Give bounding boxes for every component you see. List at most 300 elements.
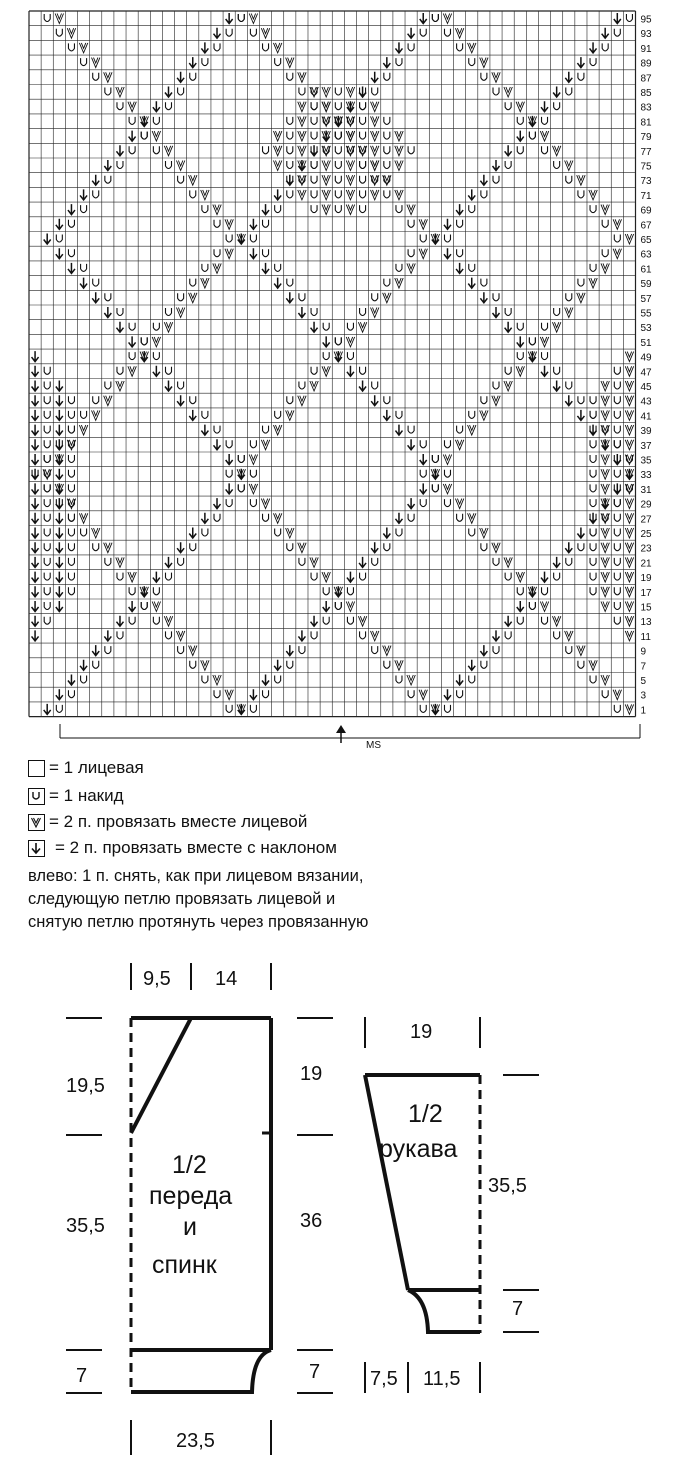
ssk-stitch — [456, 204, 463, 215]
yarn-over-stitch — [81, 205, 87, 213]
yarn-over-stitch — [129, 323, 135, 331]
row-number: 31 — [640, 484, 652, 496]
k2tog-stitch — [371, 308, 379, 318]
ssk-stitch — [177, 542, 184, 553]
k2tog-stitch — [358, 616, 366, 626]
ssk-stitch — [274, 189, 281, 200]
yarn-over-stitch — [335, 161, 341, 169]
yarn-over-stitch — [68, 249, 74, 257]
yarn-over-stitch — [590, 58, 596, 66]
k2tog-stitch — [613, 690, 621, 700]
ssk-stitch — [32, 630, 39, 641]
k2tog-stitch — [249, 14, 257, 24]
ssk-stitch — [444, 248, 451, 259]
yarn-over-stitch — [505, 161, 511, 169]
yarn-over-stitch — [408, 220, 414, 228]
row-number: 51 — [640, 337, 652, 349]
k2tog-stitch — [625, 499, 633, 509]
k2tog-stitch — [322, 175, 330, 185]
row-number: 15 — [640, 602, 652, 614]
yarn-over-stitch — [614, 499, 620, 507]
row-number: 7 — [640, 661, 647, 673]
yarn-over-stitch — [493, 646, 499, 654]
yarn-over-stitch — [190, 73, 196, 81]
yarn-over-stitch — [396, 264, 402, 272]
yarn-over-stitch — [165, 367, 171, 375]
yarn-over-stitch — [81, 529, 87, 537]
yarn-over-stitch — [93, 73, 99, 81]
yarn-over-symbol-icon — [28, 788, 45, 805]
ssk-stitch — [395, 425, 402, 436]
yarn-over-stitch — [347, 323, 353, 331]
k2tog-stitch — [92, 58, 100, 68]
yarn-over-stitch — [554, 102, 560, 110]
legend-knit — [28, 757, 144, 779]
yarn-over-stitch — [360, 631, 366, 639]
ssk-stitch — [553, 381, 560, 392]
ssk-stitch — [165, 381, 172, 392]
yarn-over-stitch — [602, 690, 608, 698]
yarn-over-stitch — [129, 146, 135, 154]
yarn-over-stitch — [590, 529, 596, 537]
row-number: 45 — [640, 381, 652, 393]
k2tog-stitch — [322, 366, 330, 376]
yarn-over-stitch — [44, 411, 50, 419]
ssk-stitch — [226, 454, 233, 465]
ssk-stitch — [371, 542, 378, 553]
yarn-over-stitch — [517, 323, 523, 331]
row-number: 17 — [640, 587, 652, 599]
yarn-over-stitch — [505, 367, 511, 375]
k2tog-stitch — [601, 675, 609, 685]
yarn-over-stitch — [178, 646, 184, 654]
ssk-stitch — [177, 72, 184, 83]
k2tog-stitch — [540, 337, 548, 347]
yarn-over-stitch — [287, 190, 293, 198]
yarn-over-stitch — [614, 396, 620, 404]
yarn-over-stitch — [105, 382, 111, 390]
ssk-stitch — [56, 395, 63, 406]
yarn-over-stitch — [226, 29, 232, 37]
body-piece — [66, 963, 333, 1455]
k2tog-stitch — [601, 263, 609, 273]
k2tog-stitch — [625, 513, 633, 523]
yarn-over-stitch — [396, 58, 402, 66]
ssk-stitch — [298, 630, 305, 641]
yarn-over-stitch — [287, 73, 293, 81]
k2tog-stitch — [371, 131, 379, 141]
yarn-over-stitch — [299, 382, 305, 390]
k2tog-stitch — [322, 87, 330, 97]
yarn-over-stitch — [81, 411, 87, 419]
k2tog-stitch — [67, 28, 75, 38]
ssk-stitch — [189, 57, 196, 68]
yarn-over-stitch — [275, 264, 281, 272]
row-number: 1 — [640, 705, 647, 717]
k2tog-stitch — [322, 102, 330, 112]
k2tog-stitch — [261, 499, 269, 509]
ssk-stitch — [311, 322, 318, 333]
yarn-over-stitch — [420, 235, 426, 243]
k2tog-stitch — [625, 440, 633, 450]
row-number: 79 — [640, 132, 652, 144]
yarn-over-stitch — [323, 617, 329, 625]
body-title-3: и — [183, 1213, 197, 1241]
yarn-over-stitch — [408, 426, 414, 434]
k2tog-stitch — [273, 161, 281, 171]
yarn-over-stitch — [384, 132, 390, 140]
ssk-symbol-icon — [28, 840, 45, 857]
row-number: 75 — [640, 161, 652, 173]
yarn-over-stitch — [263, 249, 269, 257]
yarn-over-stitch — [554, 308, 560, 316]
yarn-over-stitch — [469, 58, 475, 66]
k2tog-stitch — [443, 484, 451, 494]
k2tog-stitch — [383, 293, 391, 303]
k2tog-stitch — [492, 72, 500, 82]
yarn-over-stitch — [178, 558, 184, 566]
k2tog-stitch — [358, 322, 366, 332]
yarn-over-stitch — [408, 249, 414, 257]
yarn-over-stitch — [153, 146, 159, 154]
k2tog-stitch — [625, 631, 633, 641]
yarn-over-stitch — [141, 337, 147, 345]
yarn-over-stitch — [481, 543, 487, 551]
row-number: 41 — [640, 411, 652, 423]
k2tog-stitch — [468, 513, 476, 523]
ssk-stitch — [92, 175, 99, 186]
yarn-over-stitch — [105, 646, 111, 654]
yarn-over-stitch — [68, 43, 74, 51]
ssk-stitch — [311, 616, 318, 627]
yarn-over-stitch — [566, 382, 572, 390]
yarn-over-stitch — [614, 543, 620, 551]
ssk-stitch — [553, 557, 560, 568]
k2tog-stitch — [322, 190, 330, 200]
yarn-over-stitch — [420, 29, 426, 37]
k2tog-stitch — [176, 631, 184, 641]
yarn-over-stitch — [457, 514, 463, 522]
yarn-over-stitch — [444, 235, 450, 243]
k2tog-stitch — [104, 396, 112, 406]
row-number: 3 — [640, 690, 647, 702]
k2tog-stitch — [601, 455, 609, 465]
sleeve-bottom-right-dim: 11,5 — [423, 1368, 461, 1390]
yarn-over-stitch — [360, 132, 366, 140]
yarn-over-stitch — [178, 176, 184, 184]
ssk-stitch — [468, 189, 475, 200]
k2tog-stitch — [601, 602, 609, 612]
yarn-over-stitch — [590, 264, 596, 272]
ssk-stitch — [129, 131, 136, 142]
ssk-stitch — [153, 572, 160, 583]
yarn-over-stitch — [311, 176, 317, 184]
k2tog-stitch — [613, 249, 621, 259]
yarn-over-stitch — [384, 396, 390, 404]
ssk-stitch — [32, 351, 39, 362]
yarn-over-stitch — [457, 220, 463, 228]
yarn-over-stitch — [323, 323, 329, 331]
yarn-over-stitch — [165, 308, 171, 316]
ssk-stitch — [517, 336, 524, 347]
row-number: 65 — [640, 234, 652, 246]
k2tog-stitch — [189, 646, 197, 656]
k2tog-stitch — [577, 293, 585, 303]
yarn-over-stitch — [590, 543, 596, 551]
yarn-over-stitch — [44, 14, 50, 22]
yarn-over-stitch — [93, 543, 99, 551]
yarn-over-stitch — [396, 676, 402, 684]
yarn-over-stitch — [420, 705, 426, 713]
yarn-over-stitch — [153, 587, 159, 595]
yarn-over-stitch — [335, 146, 341, 154]
yarn-over-stitch — [469, 205, 475, 213]
yarn-over-stitch — [238, 455, 244, 463]
sleeve-right-middle-dim: 35,5 — [488, 1175, 527, 1197]
k2tog-stitch — [395, 660, 403, 670]
yarn-over-stitch — [44, 396, 50, 404]
yarn-over-stitch — [287, 146, 293, 154]
legend-ssk-line2: влево: 1 п. снять, как при лицевом вязании, — [28, 867, 364, 885]
k2tog-stitch — [298, 72, 306, 82]
yarn-over-stitch — [420, 470, 426, 478]
yarn-over-stitch — [287, 396, 293, 404]
ssk-stitch — [541, 101, 548, 112]
k2tog-stitch — [625, 396, 633, 406]
yarn-over-stitch — [68, 484, 74, 492]
k2tog-stitch — [407, 205, 415, 215]
yarn-over-stitch — [335, 88, 341, 96]
ssk-stitch — [32, 366, 39, 377]
k2tog-stitch — [152, 131, 160, 141]
yarn-over-stitch — [360, 367, 366, 375]
yarn-over-stitch — [93, 190, 99, 198]
yarn-over-stitch — [566, 646, 572, 654]
ssk-stitch — [420, 454, 427, 465]
yarn-over-stitch — [529, 132, 535, 140]
yarn-over-stitch — [68, 220, 74, 228]
sleeve-right-lower-dim: 7 — [512, 1298, 524, 1320]
yarn-over-stitch — [614, 440, 620, 448]
ssk-stitch — [359, 381, 366, 392]
ssk-stitch — [214, 498, 221, 509]
yarn-over-stitch — [129, 587, 135, 595]
k2tog-stitch — [443, 14, 451, 24]
k2tog-stitch — [92, 528, 100, 538]
k2tog-stitch — [261, 28, 269, 38]
yarn-over-stitch — [384, 161, 390, 169]
ssk-stitch — [104, 630, 111, 641]
yarn-over-stitch — [335, 205, 341, 213]
yarn-over-stitch — [614, 367, 620, 375]
row-number: 81 — [640, 117, 652, 129]
yarn-over-stitch — [165, 102, 171, 110]
legend-ssk-line4: снятую петлю протянуть через провязанную — [28, 913, 369, 931]
yarn-over-stitch — [384, 146, 390, 154]
ssk-stitch — [32, 395, 39, 406]
k2tog-stitch — [395, 131, 403, 141]
row-number: 37 — [640, 440, 652, 452]
k2tog-stitch — [601, 469, 609, 479]
ssk-stitch — [541, 366, 548, 377]
k2tog-stitch — [249, 484, 257, 494]
yarn-over-stitch — [105, 293, 111, 301]
yarn-over-stitch — [481, 661, 487, 669]
yarn-over-stitch — [372, 88, 378, 96]
ssk-stitch — [565, 542, 572, 553]
k2tog-stitch — [213, 263, 221, 273]
k2tog-stitch — [346, 131, 354, 141]
ssk-stitch — [577, 410, 584, 421]
k2tog-stitch — [371, 146, 379, 156]
k2tog-stitch — [371, 102, 379, 112]
yarn-over-stitch — [263, 426, 269, 434]
k2tog-stitch — [273, 425, 281, 435]
yarn-over-stitch — [578, 279, 584, 287]
yarn-over-stitch — [214, 249, 220, 257]
yarn-over-stitch — [590, 455, 596, 463]
k2tog-stitch — [625, 425, 633, 435]
yarn-over-stitch — [614, 602, 620, 610]
yarn-over-stitch — [578, 190, 584, 198]
ssk-stitch — [56, 572, 63, 583]
ssk-stitch — [493, 630, 500, 641]
yarn-over-stitch — [287, 661, 293, 669]
yarn-over-stitch — [626, 14, 632, 22]
ssk-stitch — [32, 513, 39, 524]
yarn-over-stitch — [590, 573, 596, 581]
yarn-over-stitch — [566, 293, 572, 301]
ssk-stitch — [347, 572, 354, 583]
yarn-over-stitch — [44, 573, 50, 581]
yarn-over-stitch — [360, 573, 366, 581]
yarn-over-stitch — [226, 440, 232, 448]
k2tog-stitch — [55, 14, 63, 24]
yarn-over-stitch — [44, 426, 50, 434]
yarn-over-stitch — [408, 514, 414, 522]
k2tog-stitch — [395, 190, 403, 200]
row-number: 13 — [640, 617, 652, 629]
row-number: 63 — [640, 249, 652, 261]
legend-ssk — [28, 837, 337, 859]
yarn-over-stitch — [275, 205, 281, 213]
ssk-stitch — [56, 381, 63, 392]
yarn-over-stitch — [250, 29, 256, 37]
yarn-over-stitch — [275, 529, 281, 537]
row-number: 23 — [640, 543, 652, 555]
ssk-stitch — [116, 145, 123, 156]
ssk-stitch — [541, 572, 548, 583]
yarn-over-stitch — [469, 411, 475, 419]
k2tog-stitch — [298, 116, 306, 126]
k2tog-stitch — [407, 675, 415, 685]
yarn-over-stitch — [542, 323, 548, 331]
yarn-over-stitch — [287, 161, 293, 169]
yarn-over-stitch — [384, 117, 390, 125]
row-number: 83 — [640, 102, 652, 114]
ssk-stitch — [32, 439, 39, 450]
k2tog-stitch — [480, 58, 488, 68]
legend-k2tog — [28, 811, 307, 833]
k2tog-stitch — [443, 455, 451, 465]
yarn-over-stitch — [335, 176, 341, 184]
yarn-over-stitch — [360, 176, 366, 184]
k2tog-stitch — [516, 572, 524, 582]
k2tog-stitch — [516, 102, 524, 112]
yarn-over-stitch — [566, 176, 572, 184]
k2tog-stitch — [552, 146, 560, 156]
yarn-over-stitch — [141, 602, 147, 610]
k2tog-stitch — [116, 87, 124, 97]
yarn-over-stitch — [311, 190, 317, 198]
ssk-stitch — [32, 454, 39, 465]
yarn-over-stitch — [44, 499, 50, 507]
k2tog-stitch — [625, 366, 633, 376]
yarn-over-stitch — [214, 220, 220, 228]
yarn-over-stitch — [226, 470, 232, 478]
yarn-over-stitch — [444, 440, 450, 448]
ssk-stitch — [116, 322, 123, 333]
ssk-stitch — [226, 483, 233, 494]
ssk-stitch — [32, 381, 39, 392]
ssk-stitch — [274, 278, 281, 289]
body-title-4: спинк — [152, 1251, 217, 1279]
ssk-stitch — [32, 601, 39, 612]
ssk-stitch — [480, 645, 487, 656]
k2tog-stitch — [565, 161, 573, 171]
yarn-over-stitch — [335, 190, 341, 198]
yarn-over-stitch — [68, 690, 74, 698]
yarn-over-stitch — [614, 514, 620, 522]
k2tog-stitch — [565, 308, 573, 318]
k2tog-stitch — [601, 484, 609, 494]
yarn-over-stitch — [93, 396, 99, 404]
k2tog-stitch — [419, 249, 427, 259]
ssk-stitch — [323, 601, 330, 612]
yarn-over-stitch — [202, 529, 208, 537]
row-number: 11 — [640, 631, 651, 643]
yarn-over-stitch — [384, 190, 390, 198]
ssk-stitch — [480, 292, 487, 303]
yarn-over-stitch — [505, 308, 511, 316]
ssk-stitch — [68, 675, 75, 686]
k2tog-stitch — [128, 102, 136, 112]
row-number: 57 — [640, 293, 652, 305]
k2tog-stitch — [419, 690, 427, 700]
yarn-over-stitch — [68, 558, 74, 566]
yarn-over-stitch — [614, 529, 620, 537]
legend-yo — [28, 785, 124, 807]
yarn-over-stitch — [360, 205, 366, 213]
yarn-over-stitch — [311, 161, 317, 169]
yarn-over-stitch — [275, 58, 281, 66]
k2tog-stitch — [104, 543, 112, 553]
yarn-over-stitch — [384, 279, 390, 287]
yarn-over-stitch — [614, 470, 620, 478]
k2tog-stitch — [79, 425, 87, 435]
k2tog-stitch — [273, 131, 281, 141]
row-number: 77 — [640, 146, 652, 158]
k2tog-stitch — [613, 219, 621, 229]
yarn-over-stitch — [311, 117, 317, 125]
yarn-over-stitch — [165, 573, 171, 581]
yarn-over-stitch — [105, 176, 111, 184]
k2tog-stitch — [346, 161, 354, 171]
k2tog-stitch — [201, 190, 209, 200]
yarn-over-stitch — [44, 484, 50, 492]
k2tog-stitch — [176, 161, 184, 171]
yarn-over-stitch — [408, 146, 414, 154]
